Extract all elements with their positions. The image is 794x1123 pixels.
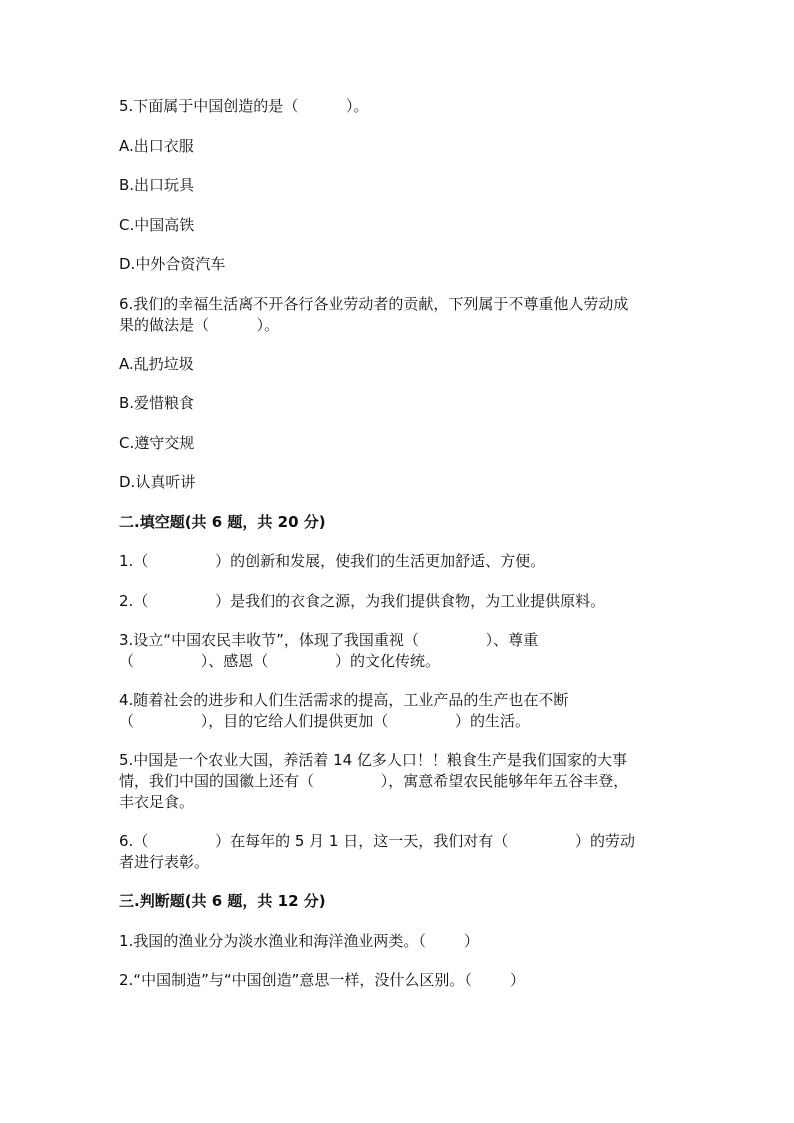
question-6-stem-line-2: 果的做法是（ ）。 (119, 316, 280, 334)
fill-question-5-line-2: 情，我们中国的国徽上还有（ ），寓意希望农民能够年年五谷丰登， (119, 772, 629, 790)
fill-question-5-line-1: 5.中国是一个农业大国，养活着 14 亿多人口！！粮食生产是我们国家的大事 (119, 751, 627, 769)
option-d: D.认真听讲 (119, 473, 196, 491)
fill-question-3-line-2: （ ）、感恩（ ）的文化传统。 (119, 652, 441, 670)
fill-question-1: 1.（ ）的创新和发展，使我们的生活更加舒适、方便。 (119, 552, 546, 570)
option-c: C.中国高铁 (119, 216, 195, 234)
judgment-question-1: 1.我国的渔业分为淡水渔业和海洋渔业两类。（ ） (119, 932, 479, 950)
option-a: A.乱扔垃圾 (119, 355, 194, 373)
question-5-stem: 5.下面属于中国创造的是（ ）。 (119, 97, 369, 115)
judgment-question-2: 2.“中国制造”与“中国创造”意思一样，没什么区别。（ ） (119, 971, 526, 989)
fill-question-3-line-1: 3.设立“中国农民丰收节”，体现了我国重视（ ）、尊重 (119, 631, 539, 649)
option-b: B.出口玩具 (119, 176, 195, 194)
section-heading-fill-in: 二.填空题(共 6 题，共 20 分) (119, 513, 326, 531)
question-6-stem-line-1: 6.我们的幸福生活离不开各行各业劳动者的贡献，下列属于不尊重他人劳动成 (119, 295, 629, 313)
fill-question-5-line-3: 丰衣足食。 (119, 793, 195, 811)
option-c: C.遵守交规 (119, 434, 195, 452)
option-b: B.爱惜粮食 (119, 394, 195, 412)
fill-question-4-line-1: 4.随着社会的进步和人们生活需求的提高，工业产品的生产也在不断 (119, 691, 569, 709)
fill-question-6-line-2: 者进行表彰。 (119, 853, 210, 871)
option-d: D.中外合资汽车 (119, 255, 226, 273)
fill-question-6-line-1: 6.（ ）在每年的 5 月 1 日，这一天，我们对有（ ）的劳动 (119, 832, 635, 850)
section-heading-judgment: 三.判断题(共 6 题，共 12 分) (119, 892, 326, 910)
fill-question-2: 2.（ ）是我们的衣食之源，为我们提供食物，为工业提供原料。 (119, 592, 606, 610)
fill-question-4-line-2: （ ），目的它给人们提供更加（ ）的生活。 (119, 712, 531, 730)
option-a: A.出口衣服 (119, 137, 194, 155)
